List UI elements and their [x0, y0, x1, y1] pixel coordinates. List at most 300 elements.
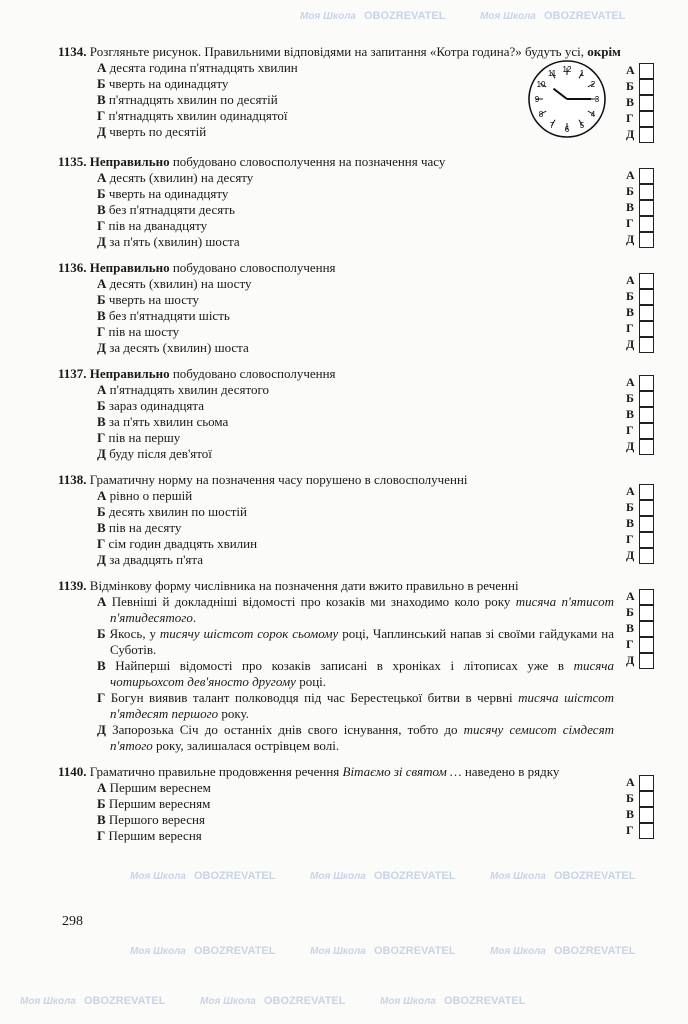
watermark-text: Моя Школа [310, 946, 366, 957]
clock-number: 9 [534, 95, 540, 104]
watermark-text: Моя Школа [130, 946, 186, 957]
answer-checkbox[interactable] [639, 407, 654, 423]
answer-checkbox[interactable] [639, 289, 654, 305]
option-letter: Б [97, 504, 106, 519]
watermark-text: OBOZREVATEL [554, 945, 636, 957]
option-letter: А [97, 276, 107, 291]
answer-cell[interactable] [626, 336, 654, 352]
answer-cell[interactable] [626, 94, 654, 110]
answer-option [58, 382, 628, 398]
stem-emphasis: Неправильно [89, 154, 170, 169]
watermark [20, 996, 76, 1007]
option-letter: Г [97, 536, 106, 551]
option-text: чверть на шосту [108, 292, 200, 307]
option-text: Першим вересням [108, 796, 211, 811]
option-letter: Д [97, 234, 106, 249]
option-text: за десять (хвилин) шоста [109, 340, 249, 355]
answer-cell[interactable] [626, 422, 654, 438]
answer-grid [626, 374, 654, 454]
option-text: без п'ятнадцяти десять [108, 202, 235, 217]
stem-emphasis: Неправильно [89, 366, 170, 381]
answer-grid [626, 483, 654, 563]
answer-option [58, 276, 628, 292]
option-text: пів на першу [108, 430, 181, 445]
option-text: без п'ятнадцяти шість [108, 308, 230, 323]
option-letter: Б [97, 292, 106, 307]
answer-letter: Д [626, 547, 635, 562]
watermark-text: Моя Школа [490, 946, 546, 957]
option-letter: В [97, 414, 106, 429]
watermark [84, 995, 165, 1007]
answer-cell[interactable] [626, 588, 654, 604]
answer-letter: В [626, 806, 635, 821]
answer-cell[interactable] [626, 636, 654, 652]
question-number: 1136. [58, 260, 87, 275]
watermark-text: Моя Школа [480, 11, 536, 22]
answer-cell[interactable] [626, 78, 654, 94]
clock-number: 12 [562, 65, 572, 74]
option-text: десять (хвилин) на десяту [109, 170, 254, 185]
answer-checkbox[interactable] [639, 484, 654, 500]
watermark-text: Моя Школа [300, 11, 356, 22]
watermark [490, 946, 546, 957]
option-letter: А [97, 170, 107, 185]
watermark-text: OBOZREVATEL [84, 995, 166, 1007]
answer-cell[interactable] [626, 110, 654, 126]
answer-cell[interactable] [626, 288, 654, 304]
answer-checkbox[interactable] [639, 127, 654, 143]
answer-letter: Г [626, 215, 634, 230]
answer-checkbox[interactable] [639, 184, 654, 200]
answer-option [58, 594, 628, 626]
answer-checkbox[interactable] [639, 439, 654, 455]
answer-option [58, 414, 628, 430]
answer-cell[interactable] [626, 774, 654, 790]
watermark [364, 10, 445, 22]
answer-cell[interactable] [626, 390, 654, 406]
answer-cell[interactable] [626, 215, 654, 231]
option-letter: В [97, 92, 106, 107]
clock-number: 5 [579, 120, 585, 130]
option-text: Певніші й докладніші відомості про козаків ми знаходимо коло року [111, 594, 516, 609]
option-text: п'ятнадцять хвилин десятого [109, 382, 269, 397]
option-letter: В [97, 202, 106, 217]
answer-cell[interactable] [626, 62, 654, 78]
answer-letter: В [626, 94, 635, 109]
watermark [554, 945, 635, 957]
answer-checkbox[interactable] [639, 111, 654, 127]
answer-cell[interactable] [626, 406, 654, 422]
option-text: . [192, 610, 197, 625]
answer-cell[interactable] [626, 515, 654, 531]
answer-letter: Д [626, 652, 635, 667]
option-letter: Б [97, 398, 106, 413]
option-text: зараз одинадцята [108, 398, 205, 413]
answer-letter: В [626, 199, 635, 214]
option-text: Богун виявив талант полководця під час Берестецької битви в червні [110, 690, 519, 705]
answer-cell[interactable] [626, 272, 654, 288]
answer-checkbox[interactable] [639, 637, 654, 653]
question-stem [58, 260, 628, 276]
page-number: 298 [62, 914, 83, 929]
answer-option [58, 430, 628, 446]
watermark [480, 11, 536, 22]
question-1140 [58, 764, 635, 844]
stem-emphasis: окрім [587, 44, 621, 59]
clock-number: 4 [590, 110, 596, 119]
answer-grid [626, 167, 654, 247]
question-1135 [58, 154, 635, 250]
answer-checkbox[interactable] [639, 589, 654, 605]
watermark-text: OBOZREVATEL [194, 870, 276, 882]
option-text: п'ятнадцять хвилин по десятій [108, 92, 278, 107]
answer-option [58, 488, 628, 504]
answer-cell[interactable] [626, 231, 654, 247]
option-text: за двадцять п'ята [109, 552, 204, 567]
question-stem [58, 578, 628, 594]
answer-letter: Г [626, 822, 634, 837]
answer-checkbox[interactable] [639, 807, 654, 823]
watermark-text: Моя Школа [380, 996, 436, 1007]
answer-checkbox[interactable] [639, 391, 654, 407]
option-letter: Б [97, 76, 106, 91]
answer-option [58, 520, 628, 536]
answer-option [58, 722, 628, 754]
watermark-text: OBOZREVATEL [554, 870, 636, 882]
option-letter: Д [97, 446, 106, 461]
option-text: Запорозька Січ до останніх днів свого існування, тобто до [112, 722, 464, 737]
watermark [310, 946, 366, 957]
answer-cell[interactable] [626, 374, 654, 390]
answer-checkbox[interactable] [639, 775, 654, 791]
question-1139 [58, 578, 635, 754]
clock-number: 1 [579, 69, 585, 79]
clock-figure [526, 58, 608, 140]
watermark [544, 10, 625, 22]
clock-number: 3 [594, 95, 600, 104]
answer-option [58, 812, 628, 828]
option-text: сім годин двадцять хвилин [108, 536, 258, 551]
answer-letter: В [626, 304, 635, 319]
answer-option [58, 234, 628, 250]
answer-letter: Б [626, 288, 634, 303]
answer-option [58, 828, 628, 844]
option-letter: Г [97, 218, 106, 233]
option-text: чверть на одинадцяту [108, 76, 229, 91]
option-letter: А [97, 488, 107, 503]
answer-checkbox[interactable] [639, 200, 654, 216]
option-text: за п'ять хвилин сьома [108, 414, 229, 429]
stem-italic: Вітаємо зі святом … [342, 764, 462, 779]
answer-letter: Б [626, 390, 634, 405]
watermark [200, 996, 256, 1007]
answer-cell[interactable] [626, 483, 654, 499]
option-text: тисяча п'ятисот п'ятидесятого [110, 594, 615, 625]
answer-cell[interactable] [626, 531, 654, 547]
answer-letter: А [626, 588, 635, 603]
answer-option [58, 340, 628, 356]
answer-checkbox[interactable] [639, 823, 654, 839]
watermark [554, 870, 635, 882]
answer-cell[interactable] [626, 320, 654, 336]
clock-number: 10 [536, 80, 546, 89]
answer-grid [626, 774, 654, 838]
answer-checkbox[interactable] [639, 232, 654, 248]
watermark-text: Моя Школа [130, 871, 186, 882]
option-letter: А [97, 594, 107, 609]
answer-checkbox[interactable] [639, 95, 654, 111]
answer-cell[interactable] [626, 652, 654, 668]
option-text: п'ятнадцять хвилин одинадцятої [108, 108, 288, 123]
option-letter: В [97, 520, 106, 535]
question-number: 1139. [58, 578, 87, 593]
answer-letter: Г [626, 110, 634, 125]
answer-letter: Г [626, 320, 634, 335]
option-text: чверть по десятій [109, 124, 207, 139]
option-letter: Д [97, 124, 106, 139]
question-stem [58, 366, 628, 382]
answer-letter: В [626, 620, 635, 635]
answer-cell[interactable] [626, 499, 654, 515]
watermark [380, 996, 436, 1007]
answer-letter: В [626, 515, 635, 530]
option-text: тисяча шістсот п'ятдесят першого [110, 690, 614, 721]
option-letter: Д [97, 340, 106, 355]
option-text: Першим вереснем [109, 780, 211, 795]
stem-emphasis: Неправильно [89, 260, 170, 275]
watermark [194, 870, 275, 882]
answer-letter: А [626, 374, 635, 389]
watermark [130, 946, 186, 957]
answer-option [58, 504, 628, 520]
option-text: тисячу шістсот сорок сьомому [159, 626, 339, 641]
stem-text: Граматично правильне продовження речення [89, 764, 343, 779]
answer-cell[interactable] [626, 199, 654, 215]
watermark-text: Моя Школа [490, 871, 546, 882]
answer-letter: А [626, 483, 635, 498]
stem-text: Граматичну норму на позначення часу порушено в словосполученні [89, 472, 468, 487]
clock-number: 7 [549, 120, 555, 130]
watermark-text: OBOZREVATEL [364, 10, 446, 22]
answer-letter: Б [626, 78, 634, 93]
answer-checkbox[interactable] [639, 216, 654, 232]
watermark [374, 870, 455, 882]
option-letter: Г [97, 108, 106, 123]
answer-letter: Б [626, 604, 634, 619]
answer-option [58, 202, 628, 218]
option-text: буду після дев'ятої [109, 446, 212, 461]
answer-letter: Д [626, 126, 635, 141]
option-letter: А [97, 60, 107, 75]
answer-checkbox[interactable] [639, 791, 654, 807]
answer-checkbox[interactable] [639, 516, 654, 532]
watermark-text: Моя Школа [20, 996, 76, 1007]
answer-checkbox[interactable] [639, 273, 654, 289]
answer-option [58, 690, 628, 722]
option-text: пів на дванадцяту [108, 218, 208, 233]
watermark-text: OBOZREVATEL [374, 870, 456, 882]
answer-cell[interactable] [626, 822, 654, 838]
answer-checkbox[interactable] [639, 337, 654, 353]
answer-checkbox[interactable] [639, 500, 654, 516]
watermark [300, 11, 356, 22]
question-stem [58, 472, 628, 488]
watermark-text: OBOZREVATEL [194, 945, 276, 957]
answer-checkbox[interactable] [639, 79, 654, 95]
watermark [310, 871, 366, 882]
answer-letter: А [626, 774, 635, 789]
watermark [374, 945, 455, 957]
watermark [264, 995, 345, 1007]
watermark-text: OBOZREVATEL [264, 995, 346, 1007]
option-text: Найперші відомості про козаків записані в хроніках і літописах уже в [115, 658, 574, 673]
watermark [444, 995, 525, 1007]
option-text: році, Чаплинський напав зі своїми гайдуками на Суботів. [110, 626, 614, 657]
answer-letter: Г [626, 422, 634, 437]
option-letter: А [97, 780, 107, 795]
answer-letter: А [626, 62, 635, 77]
watermark-text: OBOZREVATEL [374, 945, 456, 957]
question-number: 1135. [58, 154, 87, 169]
answer-cell[interactable] [626, 304, 654, 320]
answer-option [58, 186, 628, 202]
answer-option [58, 324, 628, 340]
answer-letter: Б [626, 790, 634, 805]
answer-letter: Д [626, 438, 635, 453]
question-1138 [58, 472, 635, 568]
answer-cell[interactable] [626, 806, 654, 822]
option-text: тисячу семисот сімдесят п'ятого [110, 722, 614, 753]
answer-cell[interactable] [626, 620, 654, 636]
option-letter: Б [97, 186, 106, 201]
answer-checkbox[interactable] [639, 168, 654, 184]
question-number: 1137. [58, 366, 87, 381]
option-letter: Б [97, 626, 106, 641]
question-stem [58, 154, 628, 170]
option-letter: А [97, 382, 107, 397]
option-text: десять (хвилин) на шосту [109, 276, 252, 291]
answer-option [58, 536, 628, 552]
watermark [490, 871, 546, 882]
question-1137 [58, 366, 635, 462]
option-text: року. [218, 706, 249, 721]
answer-option [58, 796, 628, 812]
answer-option [58, 292, 628, 308]
watermark-text: Моя Школа [310, 871, 366, 882]
option-letter: Г [97, 324, 106, 339]
option-text: тисяча чотирьохсот дев'яносто другому [110, 658, 614, 689]
answer-option [58, 446, 628, 462]
answer-checkbox[interactable] [639, 423, 654, 439]
answer-cell[interactable] [626, 167, 654, 183]
answer-cell[interactable] [626, 604, 654, 620]
option-letter: В [97, 658, 106, 673]
answer-checkbox[interactable] [639, 605, 654, 621]
stem-text: побудовано словосполучення на позначення часу [169, 154, 446, 169]
answer-grid [626, 62, 654, 142]
watermark-text: OBOZREVATEL [444, 995, 526, 1007]
option-text: рівно о першій [109, 488, 193, 503]
clock-number: 6 [564, 125, 570, 134]
answer-cell[interactable] [626, 183, 654, 199]
answer-option [58, 398, 628, 414]
option-text: Першого вересня [108, 812, 205, 827]
option-text: Якось, у [109, 626, 160, 641]
answer-grid [626, 588, 654, 668]
option-letter: Г [97, 828, 106, 843]
option-text: за п'ять (хвилин) шоста [109, 234, 240, 249]
answer-cell[interactable] [626, 126, 654, 142]
stem-text: побудовано словосполучення [169, 260, 336, 275]
answer-cell[interactable] [626, 547, 654, 563]
answer-checkbox[interactable] [639, 321, 654, 337]
clock-number: 8 [538, 110, 544, 119]
answer-checkbox[interactable] [639, 63, 654, 79]
question-number: 1134. [58, 44, 87, 59]
option-text: року, залишалася острівцем волі. [152, 738, 340, 753]
option-text: пів на шосту [108, 324, 180, 339]
question-stem [58, 764, 628, 780]
option-text: Першим вересня [108, 828, 202, 843]
option-letter: Б [97, 796, 106, 811]
answer-cell[interactable] [626, 790, 654, 806]
answer-option [58, 170, 628, 186]
answer-option [58, 552, 628, 568]
option-letter: Д [97, 552, 106, 567]
option-text: році. [295, 674, 327, 689]
answer-letter: А [626, 272, 635, 287]
answer-checkbox[interactable] [639, 375, 654, 391]
answer-letter: В [626, 406, 635, 421]
answer-letter: Д [626, 231, 635, 246]
option-letter: В [97, 812, 106, 827]
answer-option [58, 780, 628, 796]
question-number: 1138. [58, 472, 87, 487]
answer-cell[interactable] [626, 438, 654, 454]
question-number: 1140. [58, 764, 87, 779]
watermark [194, 945, 275, 957]
question-1136 [58, 260, 635, 356]
answer-option [58, 308, 628, 324]
stem-text: наведено в рядку [461, 764, 560, 779]
answer-checkbox[interactable] [639, 548, 654, 564]
answer-option [58, 626, 628, 658]
answer-checkbox[interactable] [639, 653, 654, 669]
answer-checkbox[interactable] [639, 305, 654, 321]
option-letter: Г [97, 690, 106, 705]
option-letter: В [97, 308, 106, 323]
stem-text: Відмінкову форму числівника на позначення дати вжито правильно в реченні [89, 578, 519, 593]
stem-text: побудовано словосполучення [169, 366, 336, 381]
clock-number: 11 [547, 69, 557, 79]
option-text: пів на десяту [108, 520, 182, 535]
answer-grid [626, 272, 654, 352]
watermark-text: OBOZREVATEL [544, 10, 626, 22]
answer-option [58, 658, 628, 690]
answer-option [58, 218, 628, 234]
answer-checkbox[interactable] [639, 621, 654, 637]
watermark-text: Моя Школа [200, 996, 256, 1007]
answer-letter: Б [626, 499, 634, 514]
answer-letter: Б [626, 183, 634, 198]
option-text: чверть на одинадцяту [108, 186, 229, 201]
option-letter: Г [97, 430, 106, 445]
answer-checkbox[interactable] [639, 532, 654, 548]
answer-letter: Г [626, 636, 634, 651]
answer-letter: Г [626, 531, 634, 546]
option-text: десята година п'ятнадцять хвилин [109, 60, 298, 75]
clock-number: 2 [590, 80, 596, 89]
